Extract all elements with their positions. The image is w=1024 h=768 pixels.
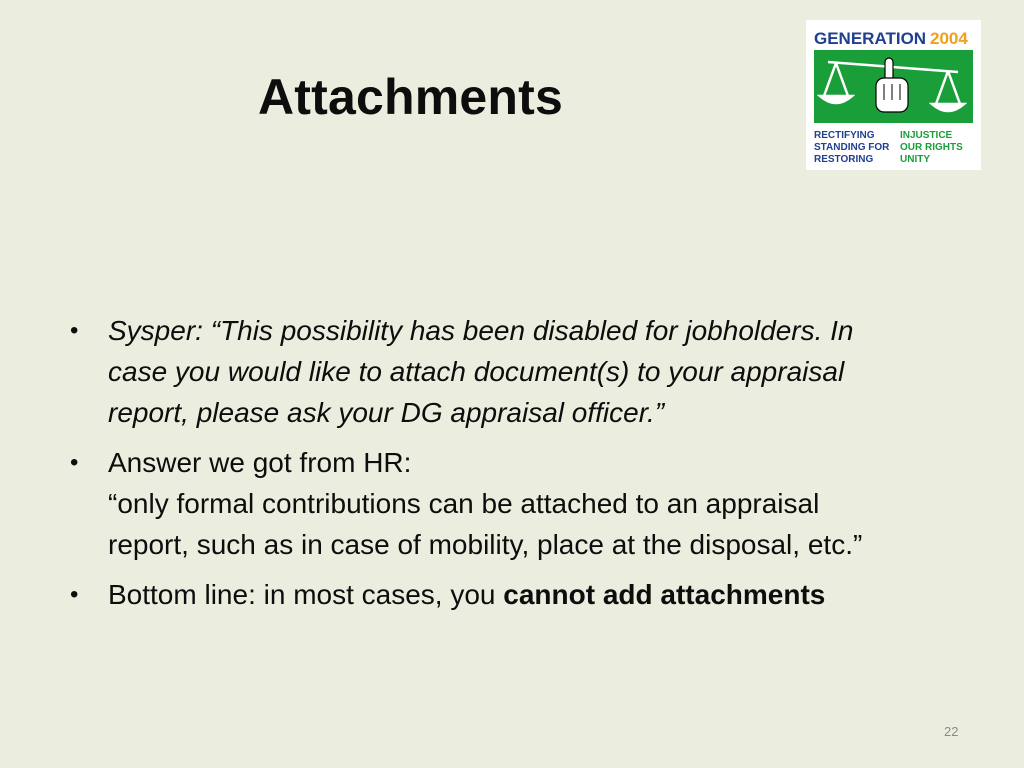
logo-graphic (806, 20, 981, 170)
sysper-quote-line: case you would like to attach document(s) to your appraisal (108, 356, 845, 387)
bullet-item-sysper (68, 310, 968, 433)
bullet-dot: • (70, 317, 79, 344)
bottom-line-prefix: Bottom line: in most cases, you (108, 579, 504, 610)
bottom-line-emphasis: cannot add attachments (503, 579, 826, 610)
logo-line1-word1: RECTIFYING (814, 130, 875, 141)
logo-line3-word1: RESTORING (814, 154, 874, 165)
logo-heading: GENERATION (814, 29, 927, 48)
bullet-item-bottom-line (68, 574, 968, 615)
logo-line2-word2: OUR RIGHTS (900, 142, 963, 153)
bottom-line-text (108, 574, 968, 615)
bullet-dot: • (70, 581, 79, 608)
bullet-list (68, 310, 968, 624)
logo-year: 2004 (930, 29, 968, 48)
slide-title: Attachments (258, 69, 564, 125)
logo-line3-word2: UNITY (900, 154, 930, 165)
hr-answer-line: Answer we got from HR: (108, 447, 412, 478)
generation-2004-logo (806, 20, 981, 170)
logo-line2-word1: STANDING FOR (814, 142, 890, 153)
sysper-quote (108, 310, 968, 433)
logo-line1-word2: INJUSTICE (900, 130, 953, 141)
bullet-dot: • (70, 449, 79, 476)
sysper-quote-line: report, please ask your DG appraisal officer.” (108, 397, 665, 428)
hr-answer-line: “only formal contributions can be attached to an appraisal (108, 488, 820, 519)
bullet-item-hr-answer (68, 442, 968, 565)
hr-answer-line: report, such as in case of mobility, place at the disposal, etc.” (108, 529, 863, 560)
sysper-quote-line: Sysper: “This possibility has been disabled for jobholders. In (108, 315, 854, 346)
page-number: 22 (944, 724, 959, 739)
